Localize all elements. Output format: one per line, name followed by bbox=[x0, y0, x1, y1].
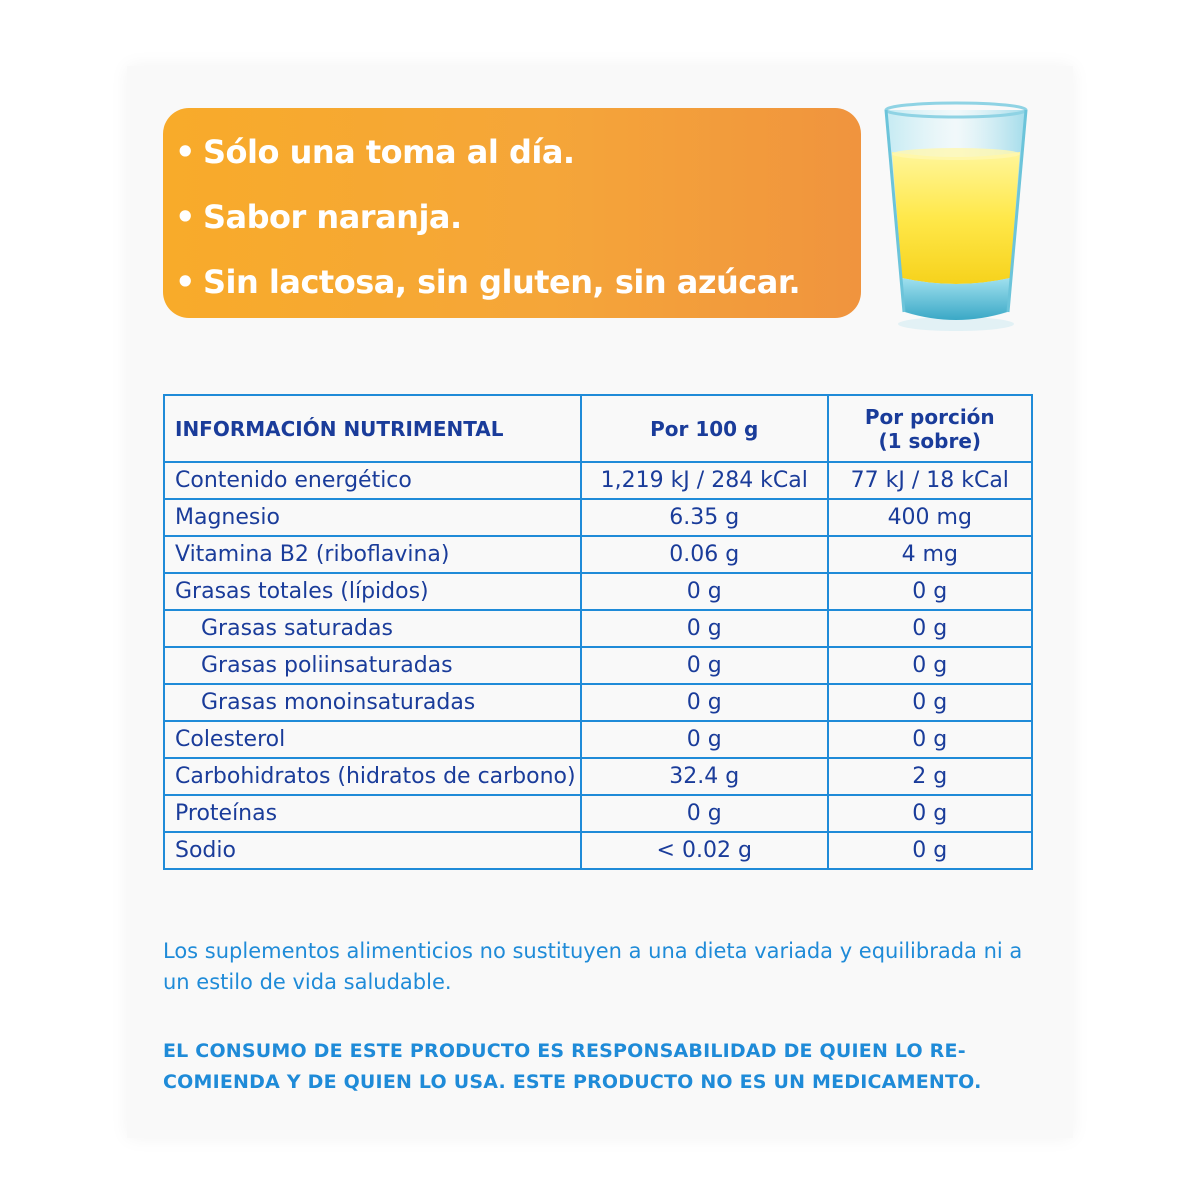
value-per-100g: 0 g bbox=[581, 795, 828, 832]
header-per-portion bbox=[828, 395, 1032, 462]
feature-text: Sabor naranja. bbox=[202, 198, 462, 236]
bullet: • bbox=[175, 263, 195, 301]
table-row bbox=[164, 610, 1032, 647]
table-row bbox=[164, 721, 1032, 758]
nutrient-name: Vitamina B2 (riboflavina) bbox=[164, 536, 581, 573]
table-row bbox=[164, 832, 1032, 869]
nutrient-name: Grasas totales (lípidos) bbox=[164, 573, 581, 610]
value-per-portion: 0 g bbox=[828, 647, 1032, 684]
header-per-100g: Por 100 g bbox=[581, 395, 828, 462]
nutrient-name: Grasas poliinsaturadas bbox=[164, 647, 581, 684]
table-row bbox=[164, 462, 1032, 499]
table-row bbox=[164, 684, 1032, 721]
table-header-row bbox=[164, 395, 1032, 462]
feature-text: Sólo una toma al día. bbox=[202, 133, 575, 171]
value-per-portion: 2 g bbox=[828, 758, 1032, 795]
nutrient-name: Grasas saturadas bbox=[164, 610, 581, 647]
value-per-portion: 77 kJ / 18 kCal bbox=[828, 462, 1032, 499]
value-per-portion: 0 g bbox=[828, 721, 1032, 758]
warning-line-2: COMIENDA Y DE QUIEN LO USA. ESTE PRODUCTO NO ES UN MEDICAMENTO. bbox=[163, 1071, 982, 1093]
value-per-100g: 0.06 g bbox=[581, 536, 828, 573]
value-per-portion: 0 g bbox=[828, 684, 1032, 721]
nutrient-name: Magnesio bbox=[164, 499, 581, 536]
nutrient-name: Sodio bbox=[164, 832, 581, 869]
table-row bbox=[164, 758, 1032, 795]
value-per-100g: 0 g bbox=[581, 610, 828, 647]
value-per-100g: < 0.02 g bbox=[581, 832, 828, 869]
value-per-portion: 4 mg bbox=[828, 536, 1032, 573]
bullet: • bbox=[175, 133, 195, 171]
feature-item bbox=[175, 197, 462, 237]
bullet: • bbox=[175, 198, 195, 236]
value-per-portion: 0 g bbox=[828, 610, 1032, 647]
table-row bbox=[164, 573, 1032, 610]
table-row bbox=[164, 499, 1032, 536]
nutrient-name: Contenido energético bbox=[164, 462, 581, 499]
features-banner bbox=[163, 108, 861, 318]
nutrient-name: Colesterol bbox=[164, 721, 581, 758]
nutrient-name: Carbohidratos (hidratos de carbono) bbox=[164, 758, 581, 795]
glass-of-juice-icon bbox=[878, 98, 1034, 334]
feature-text: Sin lactosa, sin gluten, sin azúcar. bbox=[202, 263, 801, 301]
value-per-100g: 1,219 kJ / 284 kCal bbox=[581, 462, 828, 499]
table-row bbox=[164, 795, 1032, 832]
warning-line-1: EL CONSUMO DE ESTE PRODUCTO ES RESPONSABILIDAD DE QUIEN LO RE- bbox=[163, 1040, 966, 1062]
feature-item bbox=[175, 262, 800, 302]
value-per-portion: 400 mg bbox=[828, 499, 1032, 536]
header-per-portion-line2: (1 sobre) bbox=[878, 428, 982, 453]
value-per-100g: 6.35 g bbox=[581, 499, 828, 536]
table-row bbox=[164, 536, 1032, 573]
table-row bbox=[164, 647, 1032, 684]
nutrition-facts-table bbox=[163, 394, 1033, 870]
value-per-portion: 0 g bbox=[828, 795, 1032, 832]
nutrient-name: Grasas monoinsaturadas bbox=[164, 684, 581, 721]
value-per-100g: 0 g bbox=[581, 573, 828, 610]
header-nutrition-info: INFORMACIÓN NUTRIMENTAL bbox=[164, 395, 581, 462]
feature-item bbox=[175, 132, 575, 172]
value-per-portion: 0 g bbox=[828, 832, 1032, 869]
supplement-disclaimer: Los suplementos alimenticios no sustituyen a una dieta variada y equilibrada ni a un estilo de vida saludable. bbox=[163, 939, 1023, 994]
header-per-portion-line1: Por porción bbox=[864, 404, 995, 429]
nutrient-name: Proteínas bbox=[164, 795, 581, 832]
value-per-100g: 0 g bbox=[581, 684, 828, 721]
value-per-100g: 0 g bbox=[581, 647, 828, 684]
responsibility-warning bbox=[163, 1036, 1043, 1098]
value-per-100g: 0 g bbox=[581, 721, 828, 758]
value-per-100g: 32.4 g bbox=[581, 758, 828, 795]
value-per-portion: 0 g bbox=[828, 573, 1032, 610]
